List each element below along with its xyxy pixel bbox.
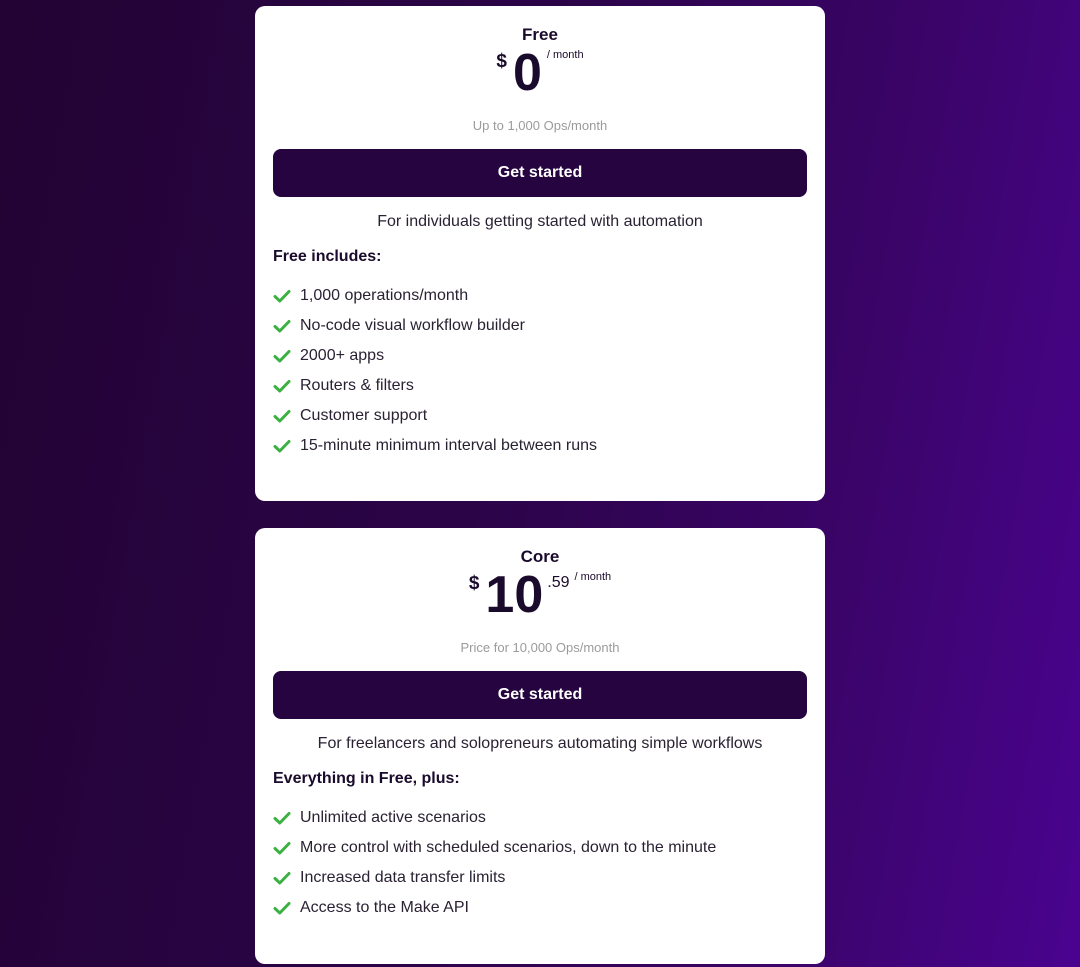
feature-item xyxy=(273,893,807,923)
price-period: / month xyxy=(574,571,612,583)
ops-note: Up to 1,000 Ops/month xyxy=(472,118,608,133)
check-icon xyxy=(273,317,291,335)
feature-text: 1,000 operations/month xyxy=(300,287,469,304)
plan-name: Free xyxy=(522,25,558,44)
get-started-button[interactable]: Get started xyxy=(273,671,807,719)
check-icon xyxy=(273,287,291,305)
check-icon xyxy=(273,437,291,455)
check-icon xyxy=(273,839,291,857)
plan-description: For individuals getting started with automation xyxy=(377,213,703,230)
price xyxy=(273,566,807,625)
check-icon xyxy=(273,809,291,827)
price-currency: $ xyxy=(468,573,480,594)
feature-item xyxy=(273,311,807,341)
includes-title: Everything in Free, plus: xyxy=(273,770,460,787)
feature-list xyxy=(273,803,807,923)
price-amount: 0 xyxy=(512,44,542,102)
feature-text: 15-minute minimum interval between runs xyxy=(300,437,598,454)
plan-card-core xyxy=(255,528,825,964)
check-icon xyxy=(273,347,291,365)
feature-text: Increased data transfer limits xyxy=(300,869,506,886)
feature-item xyxy=(273,833,807,863)
price-period: / month xyxy=(546,49,584,61)
feature-text: Unlimited active scenarios xyxy=(300,809,486,826)
feature-item xyxy=(273,371,807,401)
check-icon xyxy=(273,407,291,425)
feature-item xyxy=(273,281,807,311)
feature-text: Access to the Make API xyxy=(300,899,469,916)
feature-text: No-code visual workflow builder xyxy=(300,317,525,334)
get-started-button[interactable]: Get started xyxy=(273,149,807,197)
check-icon xyxy=(273,377,291,395)
price-amount: 10 xyxy=(485,566,544,624)
feature-item xyxy=(273,863,807,893)
check-icon xyxy=(273,869,291,887)
feature-item xyxy=(273,431,807,461)
feature-list xyxy=(273,281,807,461)
includes-title: Free includes: xyxy=(273,248,382,265)
ops-note: Price for 10,000 Ops/month xyxy=(460,640,620,655)
check-icon xyxy=(273,899,291,917)
feature-text: More control with scheduled scenarios, down to the minute xyxy=(300,839,717,856)
feature-item xyxy=(273,341,807,371)
plan-description: For freelancers and solopreneurs automating simple workflows xyxy=(317,735,763,752)
feature-text: Routers & filters xyxy=(300,377,414,394)
price xyxy=(273,44,807,103)
feature-text: 2000+ apps xyxy=(300,347,385,364)
price-currency: $ xyxy=(496,51,507,72)
plan-card-free xyxy=(255,6,825,501)
plan-name: Core xyxy=(520,547,560,566)
feature-text: Customer support xyxy=(300,407,428,424)
feature-item xyxy=(273,401,807,431)
price-cents: .59 xyxy=(547,574,570,591)
feature-item xyxy=(273,803,807,833)
